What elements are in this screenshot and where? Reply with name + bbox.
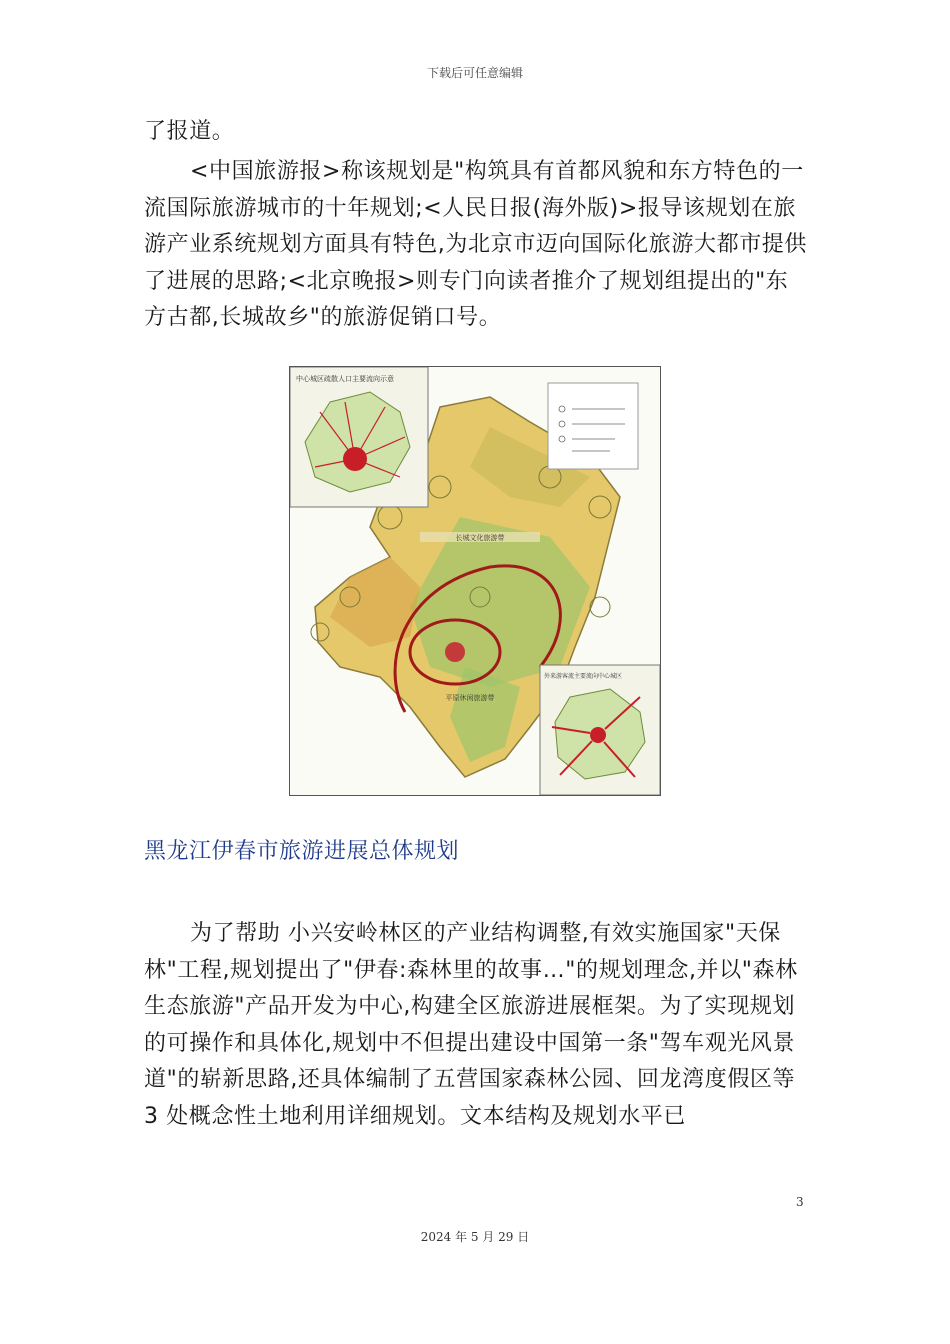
paragraph-1: 了报道。 (144, 119, 235, 144)
footer-date: 2024 年 5 月 29 日 (420, 1230, 530, 1244)
paragraph-3: 为了帮助 小兴安岭林区的产业结构调整,有效实施国家"天保林"工程,规划提出了"伊春:森林里的故事…"的规划理念,并以"森林生态旅游"产品开发为中心,构建全区旅游进展框架。为了实现规划的可操作和具体化,规划中不但提出建设中国第一条"驾车观光风景道"的崭新思路,还具体编制了五营国家森林公园、回龙湾度假区等 3 处概念性土地利用详细规划。文本结构及规划水平已 (144, 921, 798, 1129)
page-header: 下载后可任意编辑 (426, 66, 523, 80)
map-label-south: 平原休闲旅游带 (445, 694, 495, 702)
section-title: 黑龙江伊春市旅游进展总体规划 (144, 839, 460, 864)
inset-top-title: 中心城区疏散人口主要流向示意 (296, 375, 394, 383)
beijing-tourism-map-figure (289, 366, 661, 796)
paragraph-2: <中国旅游报>称该规划是"构筑具有首都风貌和东方特色的一流国际旅游城市的十年规划;<人民日报(海外版)>报导该规划在旅游产业系统规划方面具有特色,为北京市迈向国际化旅游大都市提供了进展的思路;<北京晚报>则专门向读者推介了规划组提出的"东方古都,长城故乡"的旅游促销口号。 (144, 159, 807, 331)
inset-bottom-title: 外来游客流主要流向中心城区 (544, 673, 623, 680)
map-label-north: 长城文化旅游带 (455, 534, 505, 542)
page-number: 3 (796, 1195, 804, 1209)
